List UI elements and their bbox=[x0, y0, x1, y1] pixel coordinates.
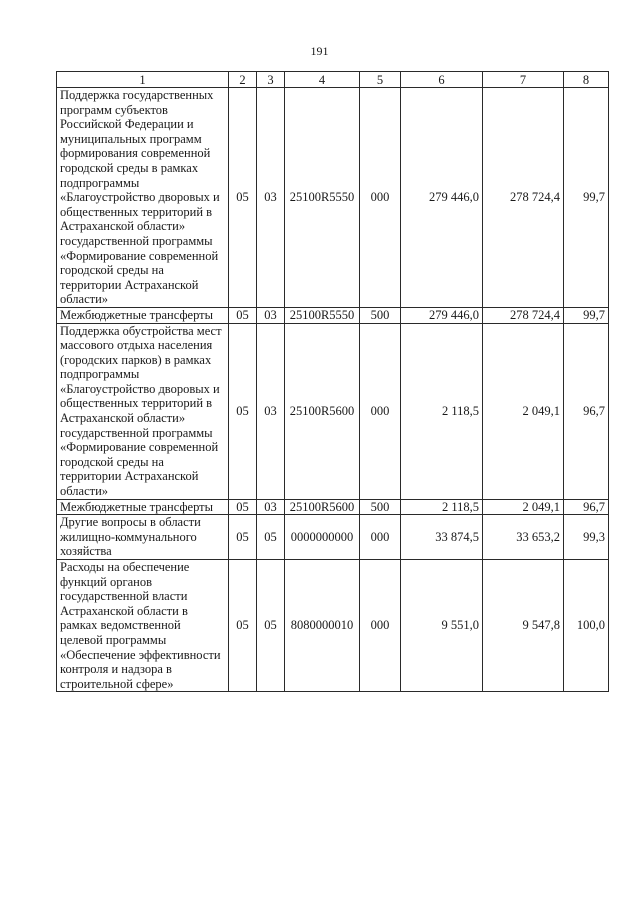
table-row bbox=[57, 560, 609, 692]
actual-amount: 2 049,1 bbox=[483, 499, 564, 515]
section-code: 05 bbox=[229, 560, 257, 692]
column-header: 1 bbox=[57, 72, 229, 88]
table-row bbox=[57, 323, 609, 499]
expense-type-code: 000 bbox=[360, 560, 401, 692]
planned-amount: 2 118,5 bbox=[401, 323, 483, 499]
target-article-code: 8080000010 bbox=[285, 560, 360, 692]
column-header: 7 bbox=[483, 72, 564, 88]
target-article-code: 0000000000 bbox=[285, 515, 360, 560]
page-number: 191 bbox=[310, 44, 329, 58]
column-header: 6 bbox=[401, 72, 483, 88]
execution-percent: 99,7 bbox=[564, 88, 609, 308]
planned-amount: 2 118,5 bbox=[401, 499, 483, 515]
expense-type-code: 000 bbox=[360, 515, 401, 560]
target-article-code: 25100R5600 bbox=[285, 323, 360, 499]
actual-amount: 2 049,1 bbox=[483, 323, 564, 499]
column-header: 4 bbox=[285, 72, 360, 88]
execution-percent: 96,7 bbox=[564, 323, 609, 499]
subsection-code: 03 bbox=[257, 88, 285, 308]
target-article-code: 25100R5550 bbox=[285, 88, 360, 308]
subsection-code: 03 bbox=[257, 499, 285, 515]
execution-percent: 99,3 bbox=[564, 515, 609, 560]
execution-percent: 96,7 bbox=[564, 499, 609, 515]
planned-amount: 279 446,0 bbox=[401, 88, 483, 308]
table-row bbox=[57, 515, 609, 560]
expense-type-code: 000 bbox=[360, 323, 401, 499]
row-name: Поддержка государственных программ субъектов Российской Федерации и муниципальных программ формирования современной городской среды в рамках подпрограммы «Благоустройство дворовых и общественных территорий в Астраханской области» государственной программы «Формирование современной городской среды на территории Астраханской области» bbox=[57, 88, 229, 308]
actual-amount: 9 547,8 bbox=[483, 560, 564, 692]
column-header: 8 bbox=[564, 72, 609, 88]
expense-type-code: 000 bbox=[360, 88, 401, 308]
table-row bbox=[57, 499, 609, 515]
column-header: 5 bbox=[360, 72, 401, 88]
execution-percent: 99,7 bbox=[564, 307, 609, 323]
planned-amount: 279 446,0 bbox=[401, 307, 483, 323]
column-header: 2 bbox=[229, 72, 257, 88]
planned-amount: 9 551,0 bbox=[401, 560, 483, 692]
section-code: 05 bbox=[229, 515, 257, 560]
budget-table bbox=[56, 71, 609, 692]
column-header: 3 bbox=[257, 72, 285, 88]
row-name: Межбюджетные трансферты bbox=[57, 499, 229, 515]
row-name: Другие вопросы в области жилищно-коммунального хозяйства bbox=[57, 515, 229, 560]
section-code: 05 bbox=[229, 307, 257, 323]
subsection-code: 03 bbox=[257, 307, 285, 323]
actual-amount: 33 653,2 bbox=[483, 515, 564, 560]
subsection-code: 05 bbox=[257, 560, 285, 692]
section-code: 05 bbox=[229, 323, 257, 499]
table-row bbox=[57, 88, 609, 308]
table-row bbox=[57, 307, 609, 323]
header-row bbox=[57, 72, 609, 88]
execution-percent: 100,0 bbox=[564, 560, 609, 692]
target-article-code: 25100R5600 bbox=[285, 499, 360, 515]
section-code: 05 bbox=[229, 88, 257, 308]
section-code: 05 bbox=[229, 499, 257, 515]
actual-amount: 278 724,4 bbox=[483, 307, 564, 323]
target-article-code: 25100R5550 bbox=[285, 307, 360, 323]
expense-type-code: 500 bbox=[360, 307, 401, 323]
row-name: Поддержка обустройства мест массового отдыха населения (городских парков) в рамках подпрограммы «Благоустройство дворовых и общественных территорий в Астраханской области» государственной программы «Формирование современной городской среды на территории Астраханской области» bbox=[57, 323, 229, 499]
planned-amount: 33 874,5 bbox=[401, 515, 483, 560]
subsection-code: 03 bbox=[257, 323, 285, 499]
row-name: Расходы на обеспечение функций органов государственной власти Астраханской области в рамках ведомственной целевой программы «Обеспечение эффективности контроля и надзора в строительной сфере» bbox=[57, 560, 229, 692]
row-name: Межбюджетные трансферты bbox=[57, 307, 229, 323]
subsection-code: 05 bbox=[257, 515, 285, 560]
actual-amount: 278 724,4 bbox=[483, 88, 564, 308]
expense-type-code: 500 bbox=[360, 499, 401, 515]
